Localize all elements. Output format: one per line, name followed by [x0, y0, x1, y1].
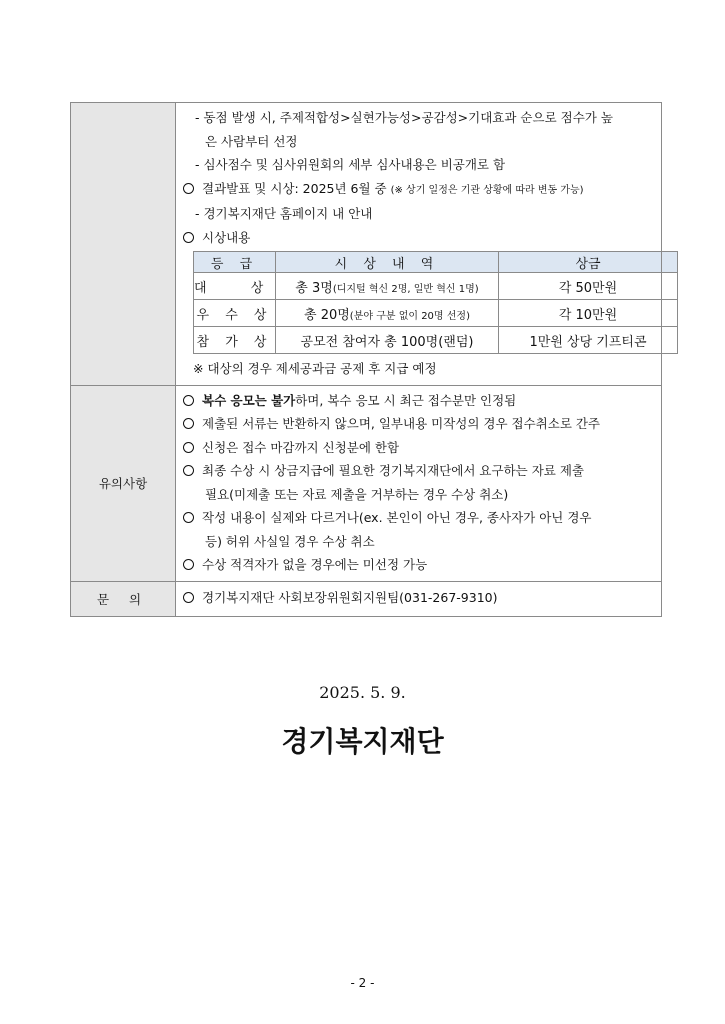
- note-item-text: 수상 적격자가 없을 경우에는 미선정 가능: [202, 557, 428, 572]
- announcement-note: (※ 상기 일정은 기관 상황에 따라 변동 가능): [390, 184, 584, 196]
- circle-bullet-icon: [183, 512, 194, 523]
- grade-header: 등 급: [194, 252, 276, 273]
- circle-bullet-icon: [183, 442, 194, 453]
- note-item-text: 최종 수상 시 상금지급에 필요한 경기복지재단에서 요구하는 자료 제출: [202, 463, 584, 478]
- circle-bullet-icon: [183, 418, 194, 429]
- award-detail-cell: [276, 300, 499, 327]
- criteria-header-cell: [71, 103, 176, 386]
- prize-amount-cell: 1만원 상당 기프티콘: [499, 327, 678, 354]
- note-item: [183, 459, 653, 483]
- organization-name: 경기복지재단: [281, 725, 444, 758]
- grade-cell: 참 가 상: [194, 327, 276, 354]
- award-count-detail: (분야 구분 없이 20명 선정): [349, 310, 470, 322]
- award-detail-header: 시 상 내 역: [276, 252, 499, 273]
- announcement-item: [183, 177, 653, 203]
- circle-bullet-icon: [183, 232, 194, 243]
- prize-header-row: [194, 252, 678, 273]
- award-detail-cell: [276, 327, 499, 354]
- tie-rule-line2: 은 사람부터 선정: [205, 133, 298, 149]
- page-number: - 2 -: [350, 976, 375, 990]
- document-date: 2025. 5. 9.: [319, 683, 406, 702]
- award-count: 총 20명: [304, 307, 350, 323]
- note-item: [183, 412, 653, 436]
- contact-item: [183, 586, 653, 610]
- circle-bullet-icon: [183, 592, 194, 603]
- contact-row: [71, 581, 662, 616]
- announcement-label: 결과발표 및 시상: 2025년 6월 중: [202, 180, 391, 196]
- prize-amount-cell: 각 10만원: [499, 300, 678, 327]
- private-review-note: - 심사점수 및 심사위원회의 세부 심사내용은 비공개로 함: [195, 157, 506, 172]
- note-item-bold: 복수 응모는 불가: [202, 392, 296, 408]
- notes-header-cell: 유의사항: [71, 385, 176, 581]
- contact-header-cell: 문 의: [71, 581, 176, 616]
- note-item: [183, 553, 653, 577]
- circle-bullet-icon: [183, 559, 194, 570]
- awards-item: [183, 226, 653, 250]
- circle-bullet-icon: [183, 465, 194, 476]
- awards-label: 시상내용: [202, 229, 251, 245]
- award-detail-cell: [276, 273, 499, 300]
- criteria-body-cell: [176, 103, 662, 386]
- note-item-text: 작성 내용이 실제와 다르거나(ex. 본인이 아닌 경우, 종사자가 아닌 경우: [202, 510, 592, 525]
- application-guide-table: [70, 102, 662, 617]
- note-item: [183, 506, 653, 530]
- note-item-text: 제출된 서류는 반환하지 않으며, 일부내용 미작성의 경우 접수취소로 간주: [202, 416, 601, 431]
- note-item-text: 신청은 접수 마감까지 신청분에 한함: [202, 439, 400, 455]
- notes-row: [71, 385, 662, 581]
- circle-bullet-icon: [183, 183, 194, 194]
- notes-body-cell: [176, 385, 662, 581]
- grade-cell: 우 수 상: [194, 300, 276, 327]
- award-count-detail: (디지털 혁신 2명, 일반 혁신 1명): [332, 283, 479, 295]
- tie-rule-line1: - 동점 발생 시, 주제적합성>실현가능성>공감성>기대효과 순으로 점수가 높: [195, 110, 613, 125]
- tax-note: ※ 대상의 경우 제세공과금 공제 후 지급 예정: [193, 361, 437, 376]
- contact-text: 경기복지재단 사회보장위원회지원팀(031-267-9310): [202, 590, 498, 606]
- grade-cell: 대 상: [194, 273, 276, 300]
- note-item: [183, 389, 653, 413]
- prize-row: [194, 300, 678, 327]
- note-item-continuation: 필요(미제출 또는 자료 제출을 거부하는 경우 수상 취소): [205, 486, 509, 502]
- note-item: [183, 436, 653, 460]
- award-count: 공모전 참여자 총 100명(랜덤): [300, 334, 474, 350]
- note-item-text: 하며, 복수 응모 시 최근 접수분만 인정됨: [295, 392, 517, 408]
- prize-row: [194, 273, 678, 300]
- criteria-row: [71, 103, 662, 386]
- homepage-note: - 경기복지재단 홈페이지 내 안내: [195, 206, 373, 221]
- note-item-continuation: 등) 허위 사실일 경우 수상 취소: [205, 533, 375, 549]
- prize-amount-header: 상금: [499, 252, 678, 273]
- prize-row: [194, 327, 678, 354]
- award-count: 총 3명: [295, 280, 333, 296]
- contact-body-cell: [176, 581, 662, 616]
- prize-amount-cell: 각 50만원: [499, 273, 678, 300]
- prize-table: [193, 251, 678, 354]
- circle-bullet-icon: [183, 395, 194, 406]
